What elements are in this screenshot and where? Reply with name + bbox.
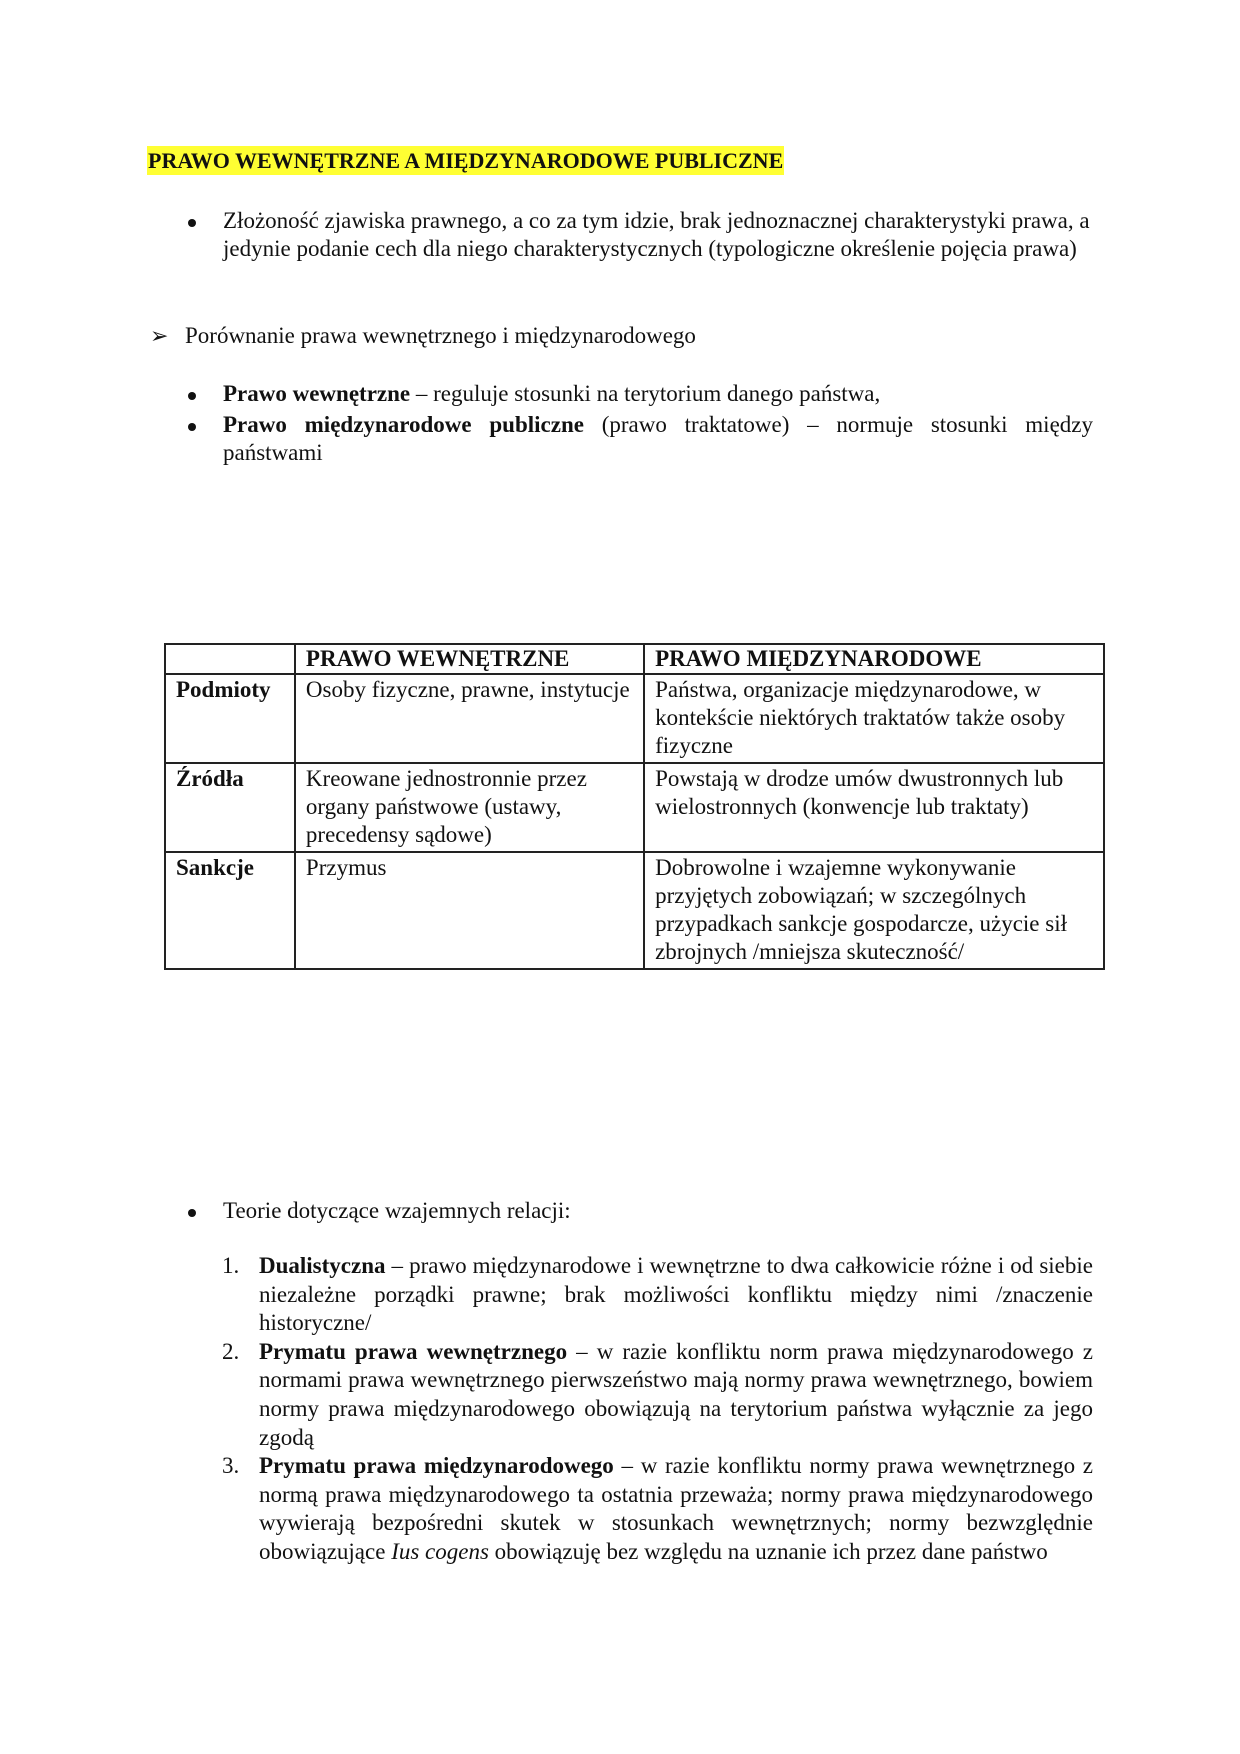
theory-name: Prymatu prawa międzynarodowego (259, 1453, 614, 1479)
definition-internal (223, 380, 1093, 408)
theory-text: – prawo międzynarodowe i wewnętrzne to dwa całkowicie różne i od siebie niezależne porządki prawne; brak możliwości konfliktu między nimi /znaczenie historyczne/ (259, 1253, 1093, 1336)
comparison-table (164, 643, 1105, 970)
row-label: Sankcje (165, 852, 295, 969)
theories-list (222, 1252, 1094, 1567)
cell-internal: Kreowane jednostronnie przez organy państwowe (ustawy, precedensy sądowe) (295, 763, 644, 852)
cell-internal: Przymus (295, 852, 644, 969)
definition-text: (prawo traktatowe) – normuje stosunki między państwami (223, 412, 1093, 465)
definition-term: Prawo międzynarodowe publiczne (223, 412, 584, 437)
table-header-internal: PRAWO WEWNĘTRZNE (295, 644, 644, 674)
bullet-icon (188, 219, 196, 227)
table-row (165, 852, 1104, 969)
intro-bullet-text: Złożoność zjawiska prawnego, a co za tym idzie, brak jednoznacznej charakterystyki prawa, a jedynie podanie cech dla niego charakterystycznych (typologiczne określenie pojęcia prawa) (223, 208, 1090, 261)
bullet-icon (188, 423, 196, 431)
bullet-icon (188, 1209, 196, 1217)
list-item (222, 1338, 1094, 1452)
table-header-row (165, 644, 1104, 674)
table-header-empty (165, 644, 295, 674)
table-row (165, 763, 1104, 852)
list-item (222, 1452, 1093, 1566)
theory-text: obowiązuję bez względu na uznanie ich przez dane państwo (488, 1538, 1048, 1564)
theories-intro: Teorie dotyczące wzajemnych relacji: (223, 1198, 571, 1223)
cell-international: Dobrowolne i wzajemne wykonywanie przyjętych zobowiązań; w szczególnych przypadkach sankcje gospodarcze, użycie sił zbrojnych /mniejsza skuteczność/ (644, 852, 1104, 969)
definition-text: – reguluje stosunki na terytorium danego państwa, (410, 381, 881, 406)
cell-internal: Osoby fizyczne, prawne, instytucje (295, 674, 644, 763)
theory-text: – w razie konfliktu normy prawa wewnętrznego z normą prawa międzynarodowego ta ostatnia przeważa; normy prawa międzynarodowego wywierają bezpośredni skutek w stosunkach wewnętrznych; normy bezwzględnie obowiązujące (259, 1453, 1093, 1564)
page-title: PRAWO WEWNĘTRZNE A MIĘDZYNARODOWE PUBLICZNE (148, 148, 784, 173)
theory-text: – w razie konfliktu norm prawa międzynarodowego z normami prawa wewnętrznego pierwszeństwo mają normy prawa wewnętrznego, bowiem normy prawa międzynarodowego obowiązują na terytorium państwa wyłącznie za jego zgodą (259, 1338, 1094, 1450)
theory-name: Prymatu prawa wewnętrznego (259, 1338, 568, 1364)
list-item (222, 1252, 1093, 1338)
definition-term: Prawo wewnętrzne (223, 381, 411, 406)
row-label: Podmioty (165, 674, 295, 763)
arrow-bullet-icon: ➢ (150, 323, 169, 348)
bullet-icon (188, 392, 196, 400)
table-header-international: PRAWO MIĘDZYNARODOWE (644, 644, 1104, 674)
definition-international (223, 411, 1093, 467)
cell-international: Państwa, organizacje międzynarodowe, w kontekście niektórych traktatów także osoby fizyczne (644, 674, 1104, 763)
row-label: Źródła (165, 763, 295, 852)
theory-italic-term: Ius cogens (391, 1538, 489, 1564)
list-number: 2. (222, 1338, 240, 1364)
list-number: 1. (222, 1253, 240, 1278)
cell-international: Powstają w drodze umów dwustronnych lub wielostronnych (konwencje lub traktaty) (644, 763, 1104, 852)
table-row (165, 674, 1104, 763)
comparison-heading: Porównanie prawa wewnętrznego i międzynarodowego (185, 323, 696, 348)
theory-name: Dualistyczna (259, 1253, 386, 1278)
list-number: 3. (222, 1453, 240, 1479)
